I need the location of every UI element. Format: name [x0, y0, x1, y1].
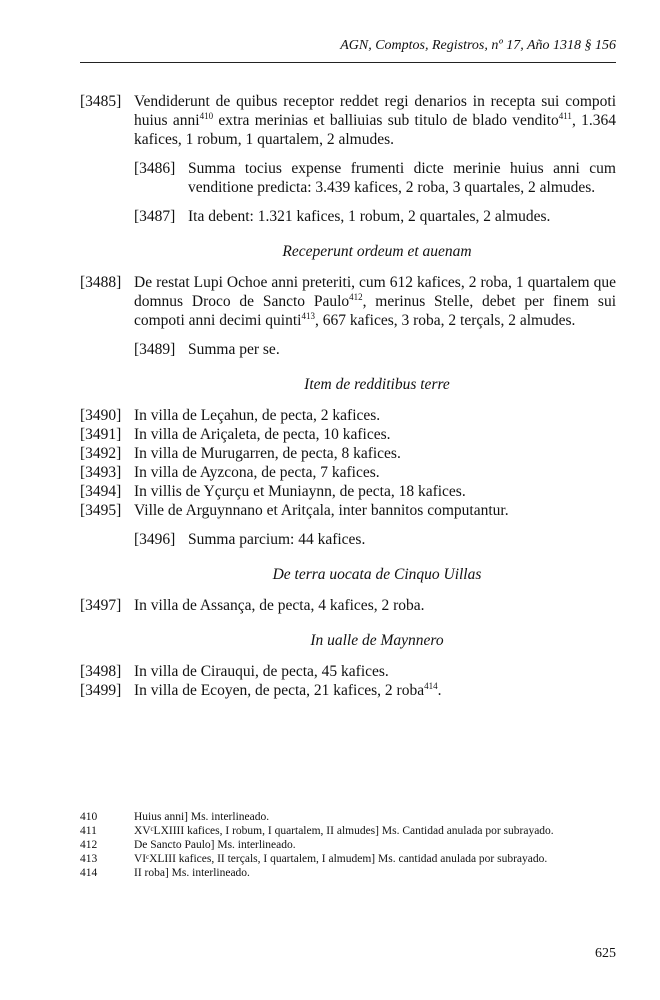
entry-3495 — [80, 501, 616, 520]
footnote-number: 412 — [80, 839, 98, 851]
entry-text: Summa per se. — [188, 341, 280, 358]
entry-text: In villa de Leçahun, de pecta, 2 kafices. — [134, 407, 381, 424]
entry-3487 — [80, 207, 616, 226]
entry-3493 — [80, 463, 616, 482]
section-title: In ualle de Maynnero — [310, 632, 444, 649]
entry-text: In villa de Ayzcona, de pecta, 7 kafices. — [134, 464, 380, 481]
section-title: Receperunt ordeum et auenam — [282, 243, 472, 260]
entry-3494 — [80, 482, 616, 501]
footnote-ref: 411 — [558, 110, 572, 121]
entry-number: [3485] — [80, 93, 122, 110]
footnote-text: VIᶜXLIII kafices, II terçals, I quartalem, I almudem] Ms. cantidad anulada por subrayado. — [134, 853, 548, 865]
footnote — [80, 838, 616, 852]
entry-text: In villa de Ariçaleta, de pecta, 10 kafices. — [134, 426, 391, 443]
page-number: 625 — [595, 946, 616, 961]
entry-number: [3487] — [134, 208, 176, 225]
entry-number: [3490] — [80, 407, 122, 424]
footnote-ref: 412 — [349, 291, 363, 302]
entry-number: [3491] — [80, 426, 122, 443]
footnote-text: XVᶜLXIIII kafices, I robum, I quartalem, II almudes] Ms. Cantidad anulada por subrayado. — [134, 825, 554, 837]
entry-3496 — [80, 530, 616, 549]
entry-3490 — [80, 406, 616, 425]
main-text — [80, 92, 616, 700]
entry-number: [3492] — [80, 445, 122, 462]
entry-3499 — [80, 681, 616, 700]
footnote-number: 410 — [80, 811, 98, 823]
entry-number: [3496] — [134, 531, 176, 548]
entry-text: De restat Lupi Ochoe anni preteriti, cum 612 kafices, 2 roba, 1 quartalem que domnus Droco de Sancto Paulo$^{412}$, merinus Stelle, debet per finem sui compoti anni decimi quinti$^{413}$, 667 kafices, 3 roba, 2 terçals, 2 almudes. — [134, 274, 616, 329]
footnote — [80, 866, 616, 880]
footnote-number: 413 — [80, 853, 98, 865]
entry-text: Ville de Arguynnano et Aritçala, inter bannitos computantur. — [134, 502, 509, 519]
entry-3489 — [80, 340, 616, 359]
entry-number: [3494] — [80, 483, 122, 500]
entry-text: In villa de Cirauqui, de pecta, 45 kafices. — [134, 663, 389, 680]
entry-text: In villa de Assança, de pecta, 4 kafices, 2 roba. — [134, 597, 425, 614]
entry-3497 — [80, 596, 616, 615]
entry-text: In villis de Yçurçu et Muniaynn, de pecta, 18 kafices. — [134, 483, 466, 500]
footnotes — [80, 810, 616, 880]
footnote-ref: 413 — [301, 310, 315, 321]
entry-3488 — [80, 273, 616, 330]
entry-text: Ita debent: 1.321 kafices, 1 robum, 2 quartales, 2 almudes. — [188, 208, 551, 225]
footnote-ref: 410 — [199, 110, 214, 121]
section-title: Item de redditibus terre — [304, 376, 450, 393]
footnote-text: Huius anni] Ms. interlineado. — [134, 811, 270, 823]
entry-number: [3486] — [134, 160, 176, 177]
footnote-number: 414 — [80, 867, 98, 879]
running-header: AGN, Comptos, Registros, nº 17, Año 1318 § 156 — [340, 38, 616, 53]
footnote — [80, 852, 616, 866]
entry-text: Summa tocius expense frumenti dicte merinie huius anni cum venditione predicta: 3.439 kafices, 2 roba, 3 quartales, 2 almudes. — [188, 160, 616, 196]
entry-text: Summa parcium: 44 kafices. — [188, 531, 366, 548]
entry-number: [3498] — [80, 663, 122, 680]
footnote-text: II roba] Ms. interlineado. — [134, 867, 250, 879]
entry-number: [3499] — [80, 682, 122, 699]
entry-3498 — [80, 662, 616, 681]
entry-3486 — [80, 159, 616, 197]
entry-3485 — [80, 92, 616, 149]
entry-text: In villa de Murugarren, de pecta, 8 kafices. — [134, 445, 401, 462]
entry-number: [3497] — [80, 597, 122, 614]
section-title: De terra uocata de Cinquo Uillas — [272, 566, 482, 583]
entry-text: Vendiderunt de quibus receptor reddet regi denarios in recepta sui compoti huius anni$^{410}$ extra merinias et balliuias sub titulo de blado vendito$^{411}$, 1.364 kafices, 1 robum, 1 quartalem, 2 almudes. — [134, 93, 616, 148]
header-rule — [80, 62, 616, 63]
footnote-text: De Sancto Paulo] Ms. interlineado. — [134, 839, 296, 851]
entry-number: [3489] — [134, 341, 176, 358]
entry-3492 — [80, 444, 616, 463]
footnote — [80, 810, 616, 824]
footnote — [80, 824, 616, 838]
entry-text: In villa de Ecoyen, de pecta, 21 kafices, 2 roba$^{414}$. — [134, 680, 442, 699]
footnote-ref: 414 — [424, 680, 438, 691]
entry-number: [3488] — [80, 274, 122, 291]
entry-number: [3495] — [80, 502, 122, 519]
footnote-number: 411 — [80, 825, 97, 837]
entry-number: [3493] — [80, 464, 122, 481]
entry-3491 — [80, 425, 616, 444]
